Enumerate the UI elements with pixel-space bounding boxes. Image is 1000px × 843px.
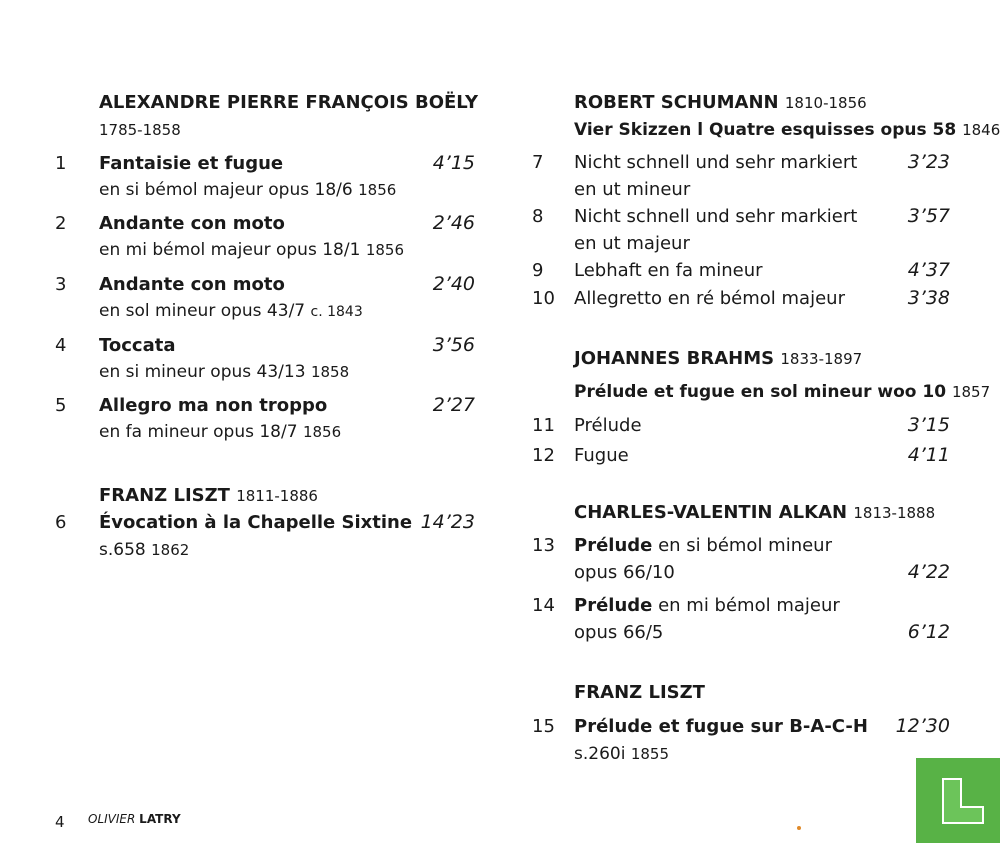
track-title: Toccata <box>99 335 176 356</box>
track-duration: 3’38 <box>907 287 950 309</box>
composer-heading-alkan: CHARLES-VALENTIN ALKAN 1813-1888 <box>574 502 936 523</box>
track-number: 1 <box>55 153 67 174</box>
track-number: 10 <box>532 288 555 309</box>
composer-heading-liszt: FRANZ LISZT 1811-1886 <box>99 485 318 506</box>
track-duration: 6’12 <box>907 621 950 643</box>
track-subtitle: en sol mineur opus 43/7 c. 1843 <box>99 301 363 321</box>
track-subtitle: opus 66/5 <box>574 622 664 643</box>
track-title: Nicht schnell und sehr markiert <box>574 206 858 227</box>
track-title: Évocation à la Chapelle Sixtine <box>99 512 413 533</box>
track-number: 13 <box>532 535 555 556</box>
track-title: Prélude <box>574 415 642 436</box>
watermark-logo <box>916 758 1000 843</box>
work-title-schumann: Vier Skizzen l Quatre esquisses opus 58 1846 <box>574 120 1000 140</box>
composer-heading-liszt-2: FRANZ LISZT <box>574 682 705 703</box>
track-subtitle: en ut majeur <box>574 233 690 254</box>
composer-heading-boely: ALEXANDRE PIERRE FRANÇOIS BOËLY <box>99 92 479 113</box>
composer-dates-boely: 1785-1858 <box>99 121 181 139</box>
track-subtitle: s.260i 1855 <box>574 744 670 764</box>
track-duration: 3’56 <box>432 334 475 356</box>
track-title: Prélude et fugue sur B-A-C-H <box>574 716 868 737</box>
track-duration: 2’46 <box>432 212 475 234</box>
track-duration: 4’22 <box>907 561 950 583</box>
track-duration: 2’27 <box>432 394 475 416</box>
track-title: Andante con moto <box>99 213 285 234</box>
track-number: 9 <box>532 260 544 281</box>
composer-heading-schumann: ROBERT SCHUMANN 1810-1856 <box>574 92 867 113</box>
track-duration: 2’40 <box>432 273 475 295</box>
track-number: 5 <box>55 395 67 416</box>
track-number: 7 <box>532 152 544 173</box>
track-number: 2 <box>55 213 67 234</box>
track-title: Prélude en si bémol mineur <box>574 535 832 556</box>
track-number: 4 <box>55 335 67 356</box>
track-number: 6 <box>55 512 67 533</box>
track-title: Prélude en mi bémol majeur <box>574 595 840 616</box>
track-duration: 4’11 <box>907 444 950 466</box>
track-subtitle: opus 66/10 <box>574 562 675 583</box>
track-subtitle: en si bémol majeur opus 18/6 1856 <box>99 180 397 200</box>
track-title: Andante con moto <box>99 274 285 295</box>
track-number: 11 <box>532 415 555 436</box>
track-duration: 4’37 <box>907 259 950 281</box>
track-number: 15 <box>532 716 555 737</box>
track-subtitle: en fa mineur opus 18/7 1856 <box>99 422 342 442</box>
printing-speck <box>797 826 801 830</box>
track-duration: 3’57 <box>907 205 950 227</box>
track-title: Allegro ma non troppo <box>99 395 328 416</box>
track-title: Allegretto en ré bémol majeur <box>574 288 845 309</box>
track-duration: 3’23 <box>907 151 950 173</box>
track-number: 12 <box>532 445 555 466</box>
track-title: Lebhaft en fa mineur <box>574 260 763 281</box>
track-number: 8 <box>532 206 544 227</box>
track-subtitle: en mi bémol majeur opus 18/1 1856 <box>99 240 404 260</box>
track-number: 3 <box>55 274 67 295</box>
track-duration: 3’15 <box>907 414 950 436</box>
composer-heading-brahms: JOHANNES BRAHMS 1833-1897 <box>574 348 863 369</box>
track-subtitle: en si mineur opus 43/13 1858 <box>99 362 350 382</box>
track-title: Fugue <box>574 445 629 466</box>
track-duration: 12’30 <box>895 715 950 737</box>
page-number: 4 <box>55 813 65 831</box>
track-subtitle: s.658 1862 <box>99 540 190 560</box>
track-subtitle: en ut mineur <box>574 179 691 200</box>
track-number: 14 <box>532 595 555 616</box>
track-duration: 14’23 <box>420 511 475 533</box>
track-title: Fantaisie et fugue <box>99 153 284 174</box>
work-title-brahms: Prélude et fugue en sol mineur woo 10 1857 <box>574 382 991 402</box>
footer-artist-name: OLIVIER LATRY <box>88 812 181 826</box>
track-duration: 4’15 <box>432 152 475 174</box>
track-title: Nicht schnell und sehr markiert <box>574 152 858 173</box>
